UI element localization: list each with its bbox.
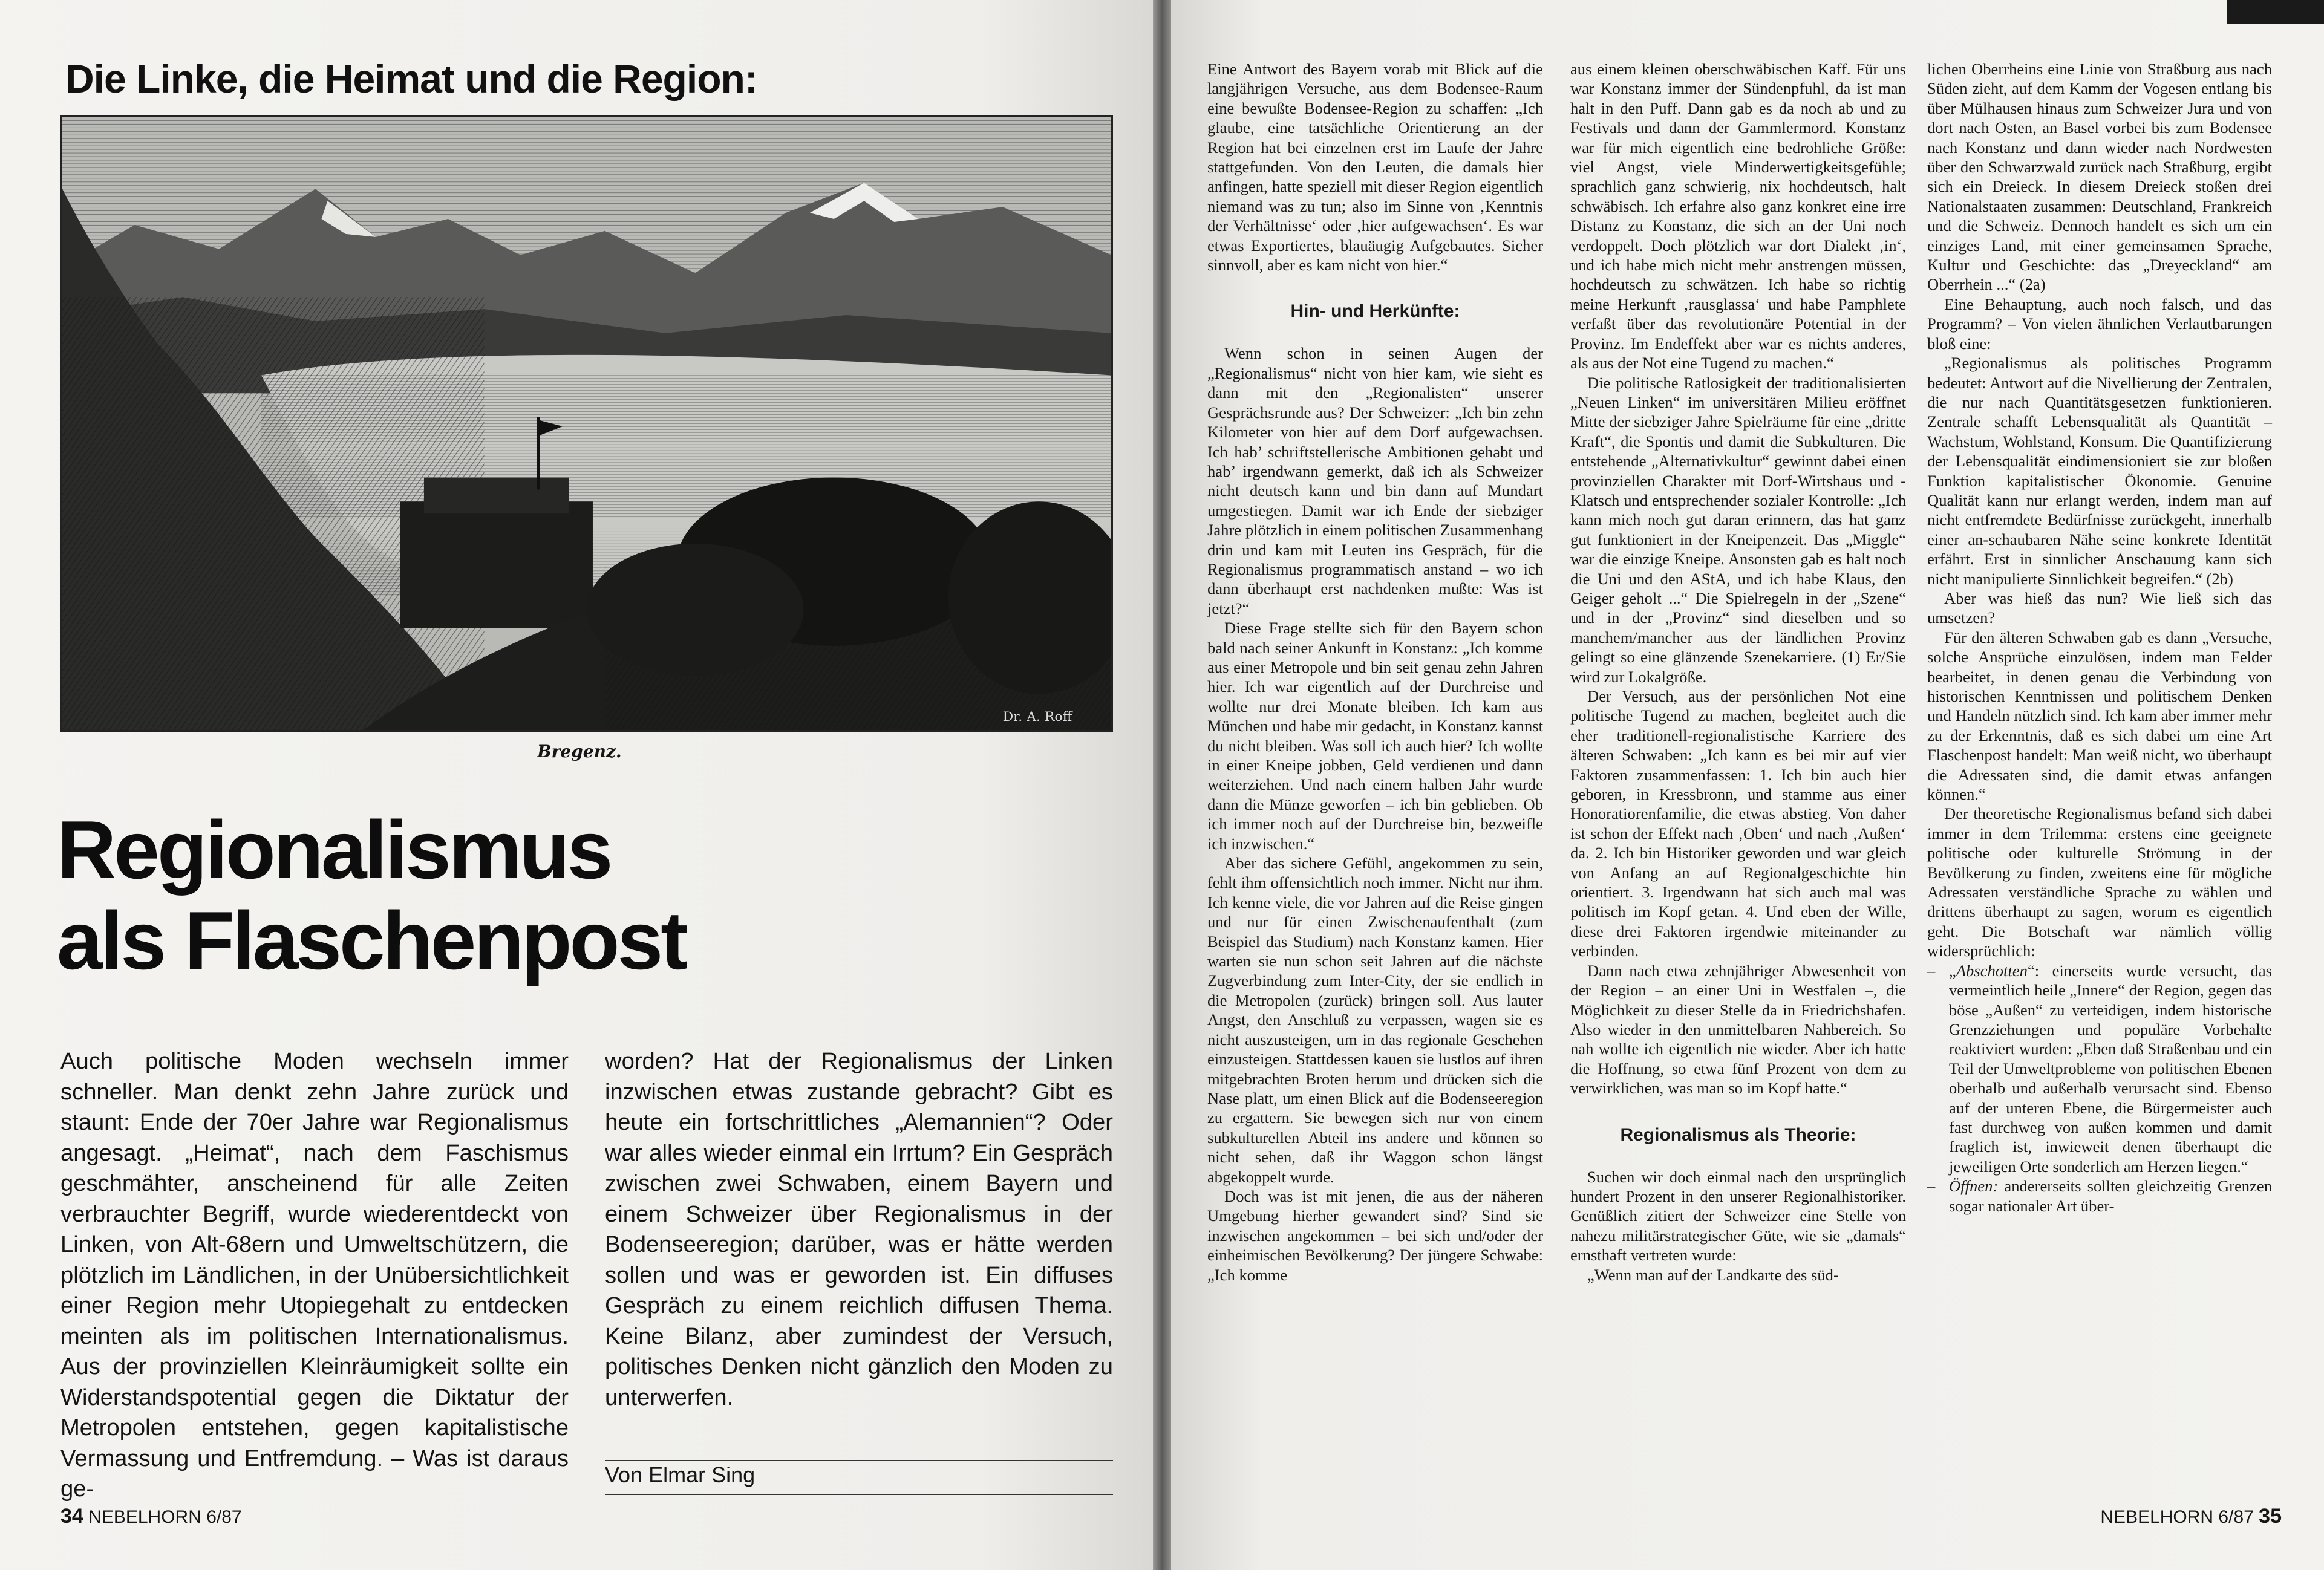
list-item-oeffnen-text: andererseits sollten gleichzeitig Grenzen sogar nationaler Art über- (1949, 1177, 2272, 1215)
col3-paragraph-3: „Regionalismus als politisches Programm bedeutet: Antwort auf die Nivellierung der Zentralen, die nur nach Quantitätsgesetzen funktionieren. Zentrale schafft Lebensqualität als Quantität – Wachstum, Wohlstand, Konsum. Die Quantifizierung der Lebensqualität eindimensioniert sie zur bloßen Funktion kapitalistischer Ökonomie. Genuine Qualität kann nur erlangt werden, indem man auf nicht entfremdete Bedürfnisse zurückgeht, innerhalb einer an-schaubaren Nähe seine konkrete Identität erfährt. Erst in sinnlicher Anschauung kann sich nicht manipulierte Sinnlichkeit begreifen.“ (2b) (1927, 354, 2272, 588)
right-page (1171, 0, 2324, 1570)
byline: Von Elmar Sing (605, 1462, 756, 1487)
engraving-svg (62, 117, 1111, 730)
col3-paragraph-6: Der theoretische Regionalismus befand sich dabei immer in dem Trilemma: erstens eine geeignete politische oder kulturelle Strömung in der Bevölkerung zu finden, zweitens eine für mögliche Adressaten verständliche Sprache zu wählen und drittens überhaupt zu sagen, worum es eigentlich geht. Die Botschaft war nämlich völlig widersprüchlich: (1927, 804, 2272, 960)
folio-left-text: NEBELHORN 6/87 (88, 1507, 242, 1527)
col1-paragraph-5: Doch was ist mit jenen, die aus der näheren Umgebung hierher gewandert sind? Sind sie inzwischen angekommen – bei sich und/oder der einheimischen Bevölkerung? Der jüngere Schwabe: „Ich komme (1207, 1187, 1543, 1284)
col1-paragraph-4: Aber das sichere Gefühl, angekommen zu sein, fehlt ihm offensichtlich noch immer. Nicht nur ihm. Ich kenne viele, die vor Jahren auf die Reise gingen und nur für einen Zwischenaufenthalt (zum Beispiel das Studium) nach Konstanz kamen. Hier warten sie nun schon seit Jahren auf die nächste Zugverbindung zum Inter-City, der sie endlich in die Metropolen (zurück) bringen soll. Aus lauter Angst, den Anschluß zu verpassen, wagen sie es nicht auszusteigen, um in das regionale Geschehen einzusteigen. Stattdessen kauen sie lustlos auf ihren mitgebrachten Broten herum und drücken sich die Nase platt, um einen Blick auf die Bodenseeregion zu ergattern. Sie bewegen sich nur von einem subkulturellen Abteil ins andere und können so nicht sehen, daß ihr Waggon schon längst abgekoppelt wurde. (1207, 854, 1543, 1186)
headline-line-2: als Flaschenpost (57, 894, 686, 986)
col2-paragraph-1: aus einem kleinen oberschwäbischen Kaff. Für uns war Konstanz immer der Sündenpfuhl, da ist man halt in den Puff. Dann gab es da noch ab und zu Festivals und dann der Gammlermord. Konstanz war für mich eigentlich eine bedrohliche Größe: viel Angst, viele Minderwertigkeitsgefühle; sprachlich ganz schwierig, nix hochdeutsch, halt schwäbisch. Ich erfahre also ganz konkret eine irre Distanz zu Konstanz, die sich an der Uni noch verdoppelt. Doch plötzlich war dort Dialekt ‚in‘, und ich habe mich nicht mehr anstrengen müssen, hochdeutsch zu schwätzen. Ich habe so richtig meine Herkunft ‚rausglassa‘ und habe Pamphlete verfaßt über das revolutionäre Potential in der Provinz. Im Endeffekt aber war es nichts anderes, als aus der Not eine Tugend zu machen.“ (1570, 60, 1906, 373)
list-item-abschotten-open-quote: „ (1949, 961, 1956, 980)
byline-rule-top (605, 1460, 1113, 1461)
col1-paragraph-3: Diese Frage stellte sich für den Bayern schon bald nach seiner Ankunft in Konstanz: „Ich komme aus einer Metropole und bin seit genau zehn Jahren hier. Ich war eigentlich auf der Durchreise und wollte nur drei Monate bleiben. Ich kam aus München und habe mir gedacht, in Konstanz kannst du nicht bleiben. Was soll ich auch hier? Ich wollte in einer Kneipe jobben, Geld verdienen und dann weiterziehen. Und nach einem halben Jahr wurde dann die Münze geworfen – ich bin geblieben. Ob ich immer noch auf der Durchreise bin, bezweifle ich inzwischen.“ (1207, 619, 1543, 853)
col2-paragraph-3: Der Versuch, aus der persönlichen Not eine politische Tugend zu machen, begleitet auch die eher traditionell-regionalistische Karriere des älteren Schwaben: „Ich kann es bei mir auf vier Faktoren zusammenfassen: 1. Ich bin auch hier geboren, in Kressbronn, und stamme aus einer Honoratiorenfamilie, die etwas abstieg. Von daher ist schon der Effekt nach ‚Oben‘ und nach ‚Außen‘ da. 2. Ich bin Historiker geworden und war gleich von Anfang an auf Regionalgeschichte hin orientiert. 3. Irgendwann hat sich auch mal was politisch im Kopf getan. 4. Und eben der Wille, diese drei Faktoren irgendwie miteinander zu verbinden. (1570, 687, 1906, 960)
col3-paragraph-5: Für den älteren Schwaben gab es dann „Versuche, solche Ansprüche einzulösen, indem man Felder bearbeitet, in denen genau die Verbindung von historischen Kenntnissen und politischem Denken und Handeln nützlich sind. Ich kam aber immer mehr zu der Erkenntnis, daß es sich dabei um eine Art Flaschenpost handelt: Man weiß nicht, wo überhaupt die Adressaten sind, die damit etwas anfangen können.“ (1927, 628, 2272, 804)
subheading-theorie: Regionalismus als Theorie: (1620, 1124, 1856, 1145)
list-item-oeffnen-label: Öffnen: (1949, 1177, 1999, 1196)
bregenz-engraving (60, 115, 1113, 732)
scan-edge-dark (2227, 0, 2324, 24)
col2-paragraph-2: Die politische Ratlosigkeit der traditionalisierten „Neuen Linken“ im universitären Milieu eröffnet Mitte der siebziger Jahre Spielräume für eine „dritte Kraft“, die Spontis und damit die Subkulturen. Die entstehende „Alternativkultur“ gewinnt dabei einen provinziellen Charakter mit Dorf-Wirtshaus und -Klatsch und entsprechender sozialer Kontrolle: „Ich kann mich noch gut daran erinnern, das hat ganz gut funktioniert in der Kneipenzeit. Das „Miggle“ war die einzige Kneipe. Ansonsten gab es halt noch die Uni und den AStA, und ich habe Klaus, den Geiger geholt ...“ Die Spielregeln in der „Szene“ und in der „Provinz“ sind dieselben und so manchem/mancher aus der ländlichen Provinz gelingt so eine glänzende Szenekarriere. (1) Er/Sie wird zur Lokalgröße. (1570, 373, 1906, 686)
lead-column-1: Auch politische Moden wechseln immer schneller. Man denkt zehn Jahre zurück und staunt: Ende der 70er Jahre war Regionalismus angesagt. „Heimat“, nach dem Faschismus geschmähter, anscheinend für alle Zeiten verbrauchter Begriff, wurde wiederentdeckt von Linken, von Alt-68ern und Umweltschützern, die plötzlich im Ländlichen, in der Unübersichtlichkeit einer Region mehr Utopiegehalt zu entdecken meinten als im politischen Internationalismus. Aus der provinziellen Kleinräumigkeit sollte ein Widerstandspotential gegen die Diktatur der Metropolen entstehen, gegen kapitalistische Vermassung und Entfremdung. – Was ist daraus ge- (60, 1048, 569, 1502)
page-number-left: 34 (60, 1505, 83, 1528)
folio-left (60, 1505, 242, 1528)
text-column-2 (1570, 59, 1906, 1285)
folio-right-text: NEBELHORN 6/87 (2100, 1507, 2254, 1527)
folio-right (2100, 1505, 2282, 1528)
headline-line-1: Regionalismus (57, 804, 611, 896)
col3-paragraph-2: Eine Behauptung, auch noch falsch, und das Programm? – Von vielen ähnlichen Verlautbarungen bloß eine: (1927, 295, 2272, 353)
text-column-3 (1927, 59, 2272, 1216)
list-item-abschotten-text: “: einerseits wurde versucht, das vermeintlich heile „Innere“ der Region, gegen das böse „Außen“ zu verteidigen, indem historische Grenzziehungen und populäre Vorbehalte reaktiviert wurden: „Eben daß Straßenbau und ein Teil der Umweltprobleme von politischen Ebenen oberhalb und außerhalb verursacht sind. Ebenso auf der unteren Ebene, die Bürgermeister auch fast durchweg von außen kommen und damit fraglich ist, inwieweit denen überhaupt die jeweiligen Orte sonderlich am Herzen liegen.“ (1949, 961, 2272, 1176)
col3-paragraph-1: lichen Oberrheins eine Linie von Straßburg aus nach Süden zieht, auf dem Kamm der Vogesen entlang bis über Mülhausen hinaus zum Schweizer Jura und von dort nach Osten, an Basel vorbei bis zum Bodensee nach Konstanz und dann wieder nach Nordwesten über den Schwarzwald zurück nach Straßburg, ergibt sich ein Dreieck. In diesem Dreieck stoßen drei Nationalstaaten zusammen: Deutschland, Frankreich und die Schweiz. Dennoch handelt es sich um ein einziges Land, mit einer gemeinsamen Sprache, Kultur und Geschichte: das „Dreyeckland“ am Oberrhein ...“ (2a) (1927, 60, 2272, 294)
col2-paragraph-5: Suchen wir doch einmal nach den ursprünglich hundert Prozent in den unserer Regionalhistoriker. Genüßlich zitiert der Schweizer eine Stelle von nahezu militärstrategischer Güte, wie sie „damals“ ernsthaft vertreten wurde: (1570, 1167, 1906, 1265)
byline-rule-bottom (605, 1494, 1113, 1495)
list-item-abschotten (1927, 961, 2272, 1176)
list-item-abschotten-label: Abschotten (1956, 961, 2028, 980)
col1-paragraph-1: Eine Antwort des Bayern vorab mit Blick auf die langjährigen Versuche, aus dem Bodensee-Raum eine bewußte Bodensee-Region zu schaffen: „Ich glaube, eine tatsächliche Orientierung an der Region hat bei einzelnen erst im Laufe der Jahre stattgefunden. Von den Leuten, die damals hier anfingen, hatte speziell mit dieser Region eigentlich niemand was zu tun; also im Sinne von ‚Kenntnis der Verhältnisse‘ oder ‚hier aufgewachsen‘. Es war etwas Exportiertes, blauäugig Aufgebautes. Sicher sinnvoll, aber es kam nicht von hier.“ (1207, 60, 1543, 275)
col1-paragraph-2: Wenn schon in seinen Augen der „Regionalismus“ nicht von hier kam, wie sieht es dann mit den „Regionalisten“ unserer Gesprächsrunde aus? Der Schweizer: „Ich bin zehn Kilometer von hier auf dem Dorf aufgewachsen. Ich hab’ schriftstellerische Ambitionen gehabt und hab’ irgendwann gemerkt, daß ich als Schweizer nicht deutsch kann und bin dann auf Mundart umgestiegen. Damit war ich Ende der siebziger Jahre plötzlich in einem politischen Zusammenhang drin und kam mit Leuten ins Gespräch, für die Regionalismus programmatisch anstand – wo ich dann überhaupt erst nachdenken mußte: Was ist jetzt?“ (1207, 344, 1543, 617)
headline (57, 804, 1085, 986)
col2-paragraph-4: Dann nach etwa zehnjähriger Abwesenheit von der Region – an einer Uni in Westfalen –, die Möglichkeit zu dieser Stelle da in Friedrichshafen. Also wieder in den unmittelbaren Nahbereich. So nah wollte ich eigentlich nie wieder. Aber ich hatte die Hoffnung, so etwa fünf Prozent von dem zu verwirklichen, was man so im Kopf hatte.“ (1570, 961, 1906, 1098)
spine-gutter (1153, 0, 1171, 1570)
lead-column-2: worden? Hat der Regionalismus der Linken inzwischen etwas zustande gebracht? Gibt es heute ein fortschrittliches „Alemannien“? Oder war alles wieder einmal ein Irrtum? Ein Gespräch zwischen zwei Schwaben, einem Bayern und einem Schweizer über Regionalismus in der Bodenseeregion; darüber, was er hätte werden sollen und was er geworden ist. Ein diffuses Gespräch zu einem reichlich diffusen Thema. Keine Bilanz, aber zumindest der Versuch, politisches Denken nicht gänzlich den Moden zu unterwerfen. (605, 1048, 1113, 1410)
text-column-1 (1207, 59, 1543, 1285)
page-number-right: 35 (2259, 1505, 2282, 1528)
col2-paragraph-6: „Wenn man auf der Landkarte des süd- (1587, 1265, 1839, 1284)
kicker: Die Linke, die Heimat und die Region: (65, 56, 757, 101)
list-item-oeffnen (1927, 1176, 2272, 1216)
subheading-herkuenfte: Hin- und Herkünfte: (1290, 301, 1460, 322)
illustration-caption: Bregenz. (537, 741, 622, 761)
col3-paragraph-4: Aber was hieß das nun? Wie ließ sich das umsetzen? (1927, 588, 2272, 627)
left-page (0, 0, 1153, 1570)
engraver-signature: Dr. A. Roff (1002, 709, 1072, 725)
